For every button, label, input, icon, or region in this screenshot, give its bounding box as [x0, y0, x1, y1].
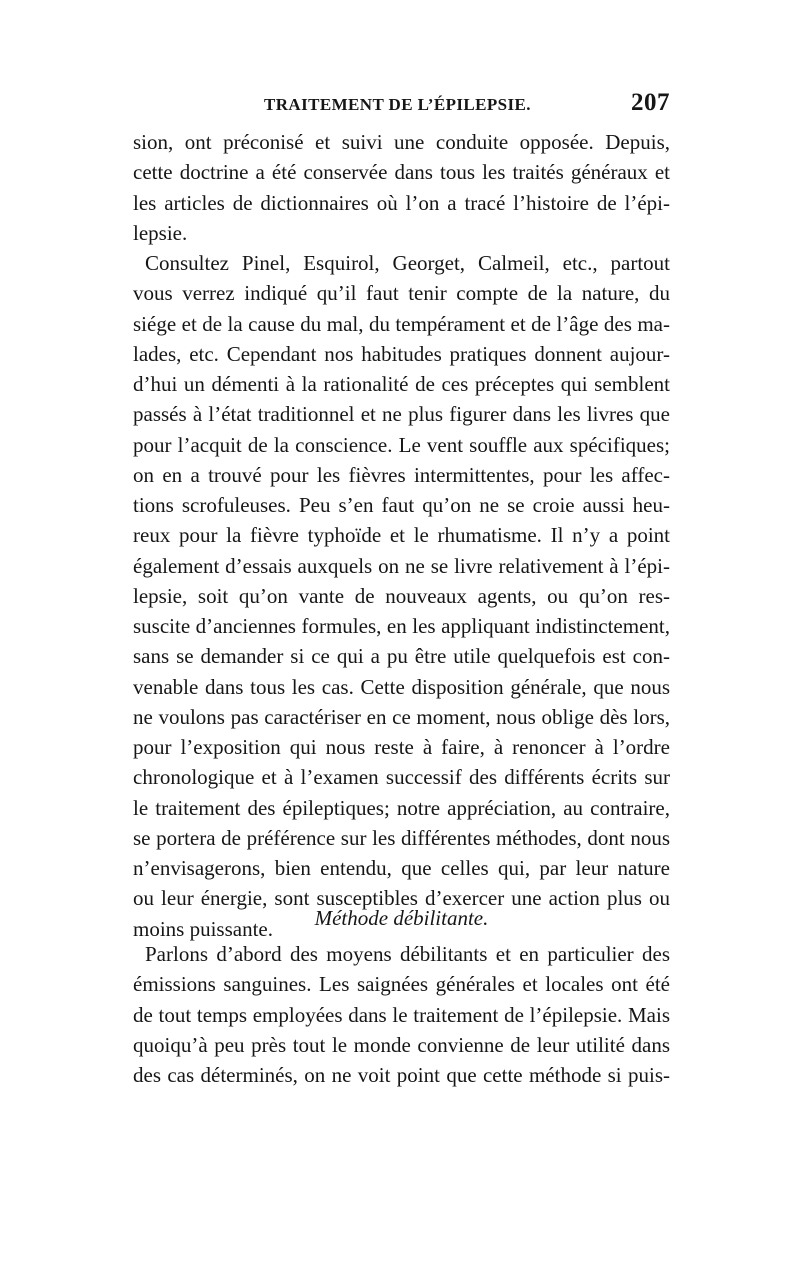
- text-line: lepsie, soit qu’on vante de nouveaux agents, ou qu’on res-: [133, 583, 670, 608]
- text-line: ne voulons pas caractériser en ce moment, nous oblige dès lors,: [133, 704, 670, 729]
- text-line: siége et de la cause du mal, du tempérament et de l’âge des ma-: [133, 311, 670, 336]
- text-line: quoiqu’à peu près tout le monde convienne de leur utilité dans: [133, 1032, 670, 1057]
- text-line: sans se demander si ce qui a pu être utile quelquefois est con-: [133, 644, 670, 669]
- text-line: pour l’exposition qui nous reste à faire, à renoncer à l’ordre: [133, 735, 670, 759]
- paragraph-3: [133, 939, 670, 1090]
- page-number: 207: [631, 89, 670, 116]
- text-line: sion, ont préconisé et suivi une conduite opposée. Depuis,: [133, 130, 670, 154]
- text-line: lepsie.: [133, 220, 188, 245]
- text-line: des cas déterminés, on ne voit point que cette méthode si puis-: [133, 1063, 670, 1087]
- text-line: cette doctrine a été conservée dans tous les traités généraux et: [133, 160, 670, 185]
- text-line: Parlons d’abord des moyens débilitants et en particulier des: [145, 942, 670, 966]
- text-line: se portera de préférence sur les différentes méthodes, dont nous: [133, 825, 670, 850]
- paragraph-2: [133, 248, 670, 944]
- text-line: on en a trouvé pour les fièvres intermittentes, pour les affec-: [133, 462, 670, 487]
- paragraph-1: [133, 127, 670, 248]
- text-line: lades, etc. Cependant nos habitudes pratiques donnent aujour-: [133, 341, 670, 366]
- text-line: moins puissante.: [133, 916, 273, 941]
- text-line: également d’essais auxquels on ne se livre relativement à l’épi-: [133, 553, 670, 578]
- text-line: ou leur énergie, sont susceptibles d’exercer une action plus ou: [133, 886, 670, 911]
- text-line: chronologique et à l’examen successif des différents écrits sur: [133, 765, 670, 790]
- section-heading: Méthode débilitante.: [314, 906, 489, 930]
- text-line: venable dans tous les cas. Cette disposition générale, que nous: [133, 674, 670, 699]
- text-line: suscite d’anciennes formules, en les appliquant indistinctement,: [133, 614, 670, 638]
- text-line: tions scrofuleuses. Peu s’en faut qu’on ne se croie aussi heu-: [133, 493, 670, 517]
- running-head: [133, 89, 670, 123]
- text-line: n’envisagerons, bien entendu, que celles qui, par leur nature: [133, 856, 670, 880]
- text-line: reux pour la fièvre typhoïde et le rhumatisme. Il n’y a point: [133, 523, 670, 548]
- text-line: pour l’acquit de la conscience. Le vent souffle aux spécifiques;: [133, 432, 670, 457]
- text-line: le traitement des épileptiques; notre appréciation, au contraire,: [133, 795, 670, 820]
- running-title: TRAITEMENT DE L’ÉPILEPSIE.: [264, 95, 531, 114]
- text-line: les articles de dictionnaires où l’on a tracé l’histoire de l’épi-: [133, 190, 670, 215]
- text-line: vous verrez indiqué qu’il faut tenir compte de la nature, du: [133, 281, 670, 306]
- text-line: Consultez Pinel, Esquirol, Georget, Calmeil, etc., partout: [145, 251, 670, 275]
- text-line: de tout temps employées dans le traitement de l’épilepsie. Mais: [133, 1002, 670, 1027]
- text-line: passés à l’état traditionnel et ne plus figurer dans les livres que: [133, 402, 670, 427]
- body-text: [133, 127, 670, 944]
- text-line: d’hui un démenti à la rationalité de ces préceptes qui semblent: [133, 372, 670, 396]
- text-line: émissions sanguines. Les saignées générales et locales ont été: [133, 972, 670, 997]
